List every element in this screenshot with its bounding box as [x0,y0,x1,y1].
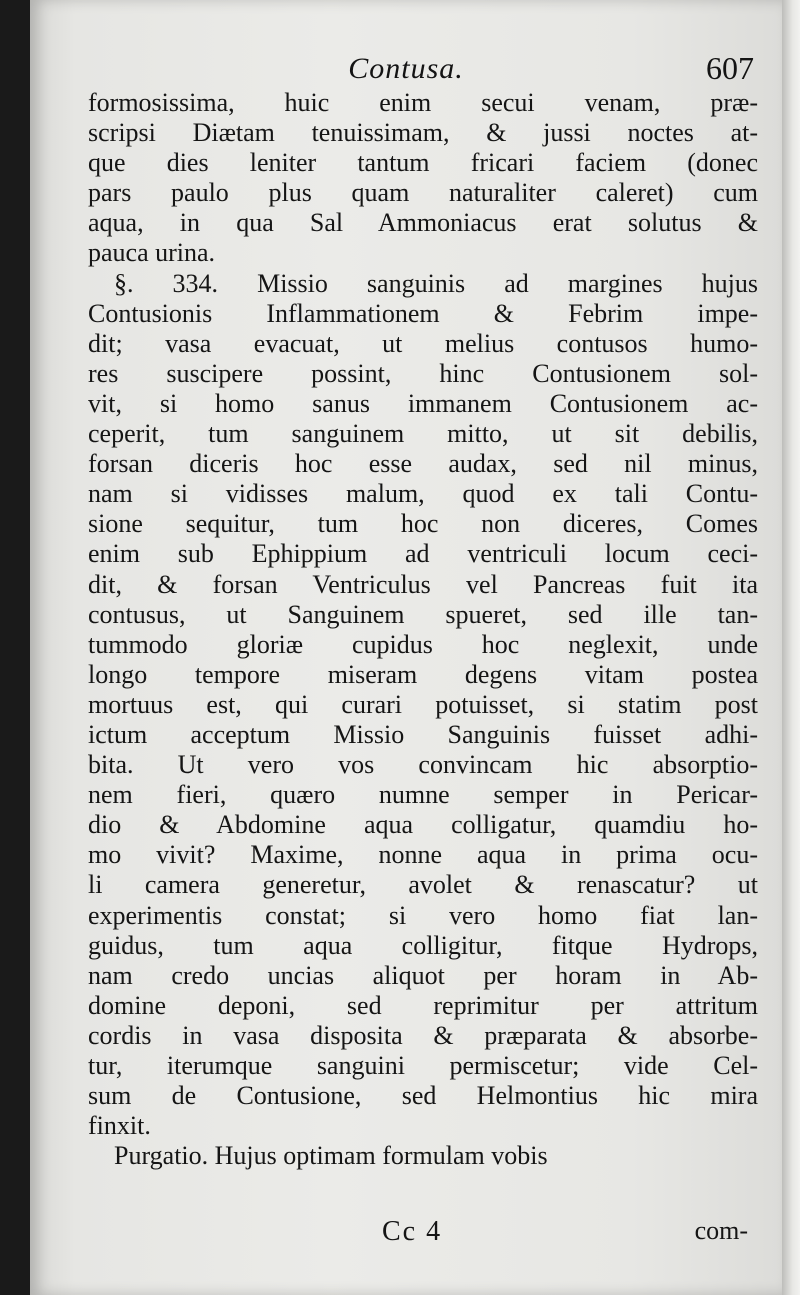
text-line: pars paulo plus quam naturaliter caleret) cum [88,178,758,208]
signature-mark: Cc 4 [382,1216,443,1247]
text-line: nam credo uncias aliquot per horam in Ab- [88,960,758,990]
text-line: que dies leniter tantum fricari faciem (donec [88,148,758,178]
text-line: sum de Contusione, sed Helmontius hic mira [88,1081,758,1111]
text-line: dit, & forsan Ventriculus vel Pancreas fuit ita [88,569,758,599]
text-line: res suscipere possint, hinc Contusionem sol- [88,358,758,388]
text-line: Purgatio. Hujus optimam formulam vobis [114,1141,548,1171]
text-line: enim sub Ephippium ad ventriculi locum ceci- [88,539,758,569]
text-line: nam si vidisses malum, quod ex tali Contu- [88,479,758,509]
text-line: forsan diceris hoc esse audax, sed nil minus, [88,449,758,479]
body-text [88,88,758,1171]
text-line: experimentis constat; si vero homo fiat lan- [88,900,758,930]
text-line: tur, iterumque sanguini permiscetur; vide Cel- [88,1051,758,1080]
text-line: mo vivit? Maxime, nonne aqua in prima ocu- [88,840,758,870]
text-line: aqua, in qua Sal Ammoniacus erat solutus & [88,208,758,238]
text-line: dit; vasa evacuat, ut melius contusos humo- [88,328,758,358]
text-line: tummodo gloriæ cupidus hoc neglexit, unde [88,629,758,659]
text-line: bita. Ut vero vos convincam hic absorptio- [88,750,758,780]
text-line: mortuus est, qui curari potuisset, si statim post [88,689,758,719]
catchword: com- [694,1216,748,1245]
text-line: §. 334. Missio sanguinis ad margines hujus [114,268,758,298]
text-line: Contusionis Inflammationem & Febrim impe- [88,298,758,328]
text-line: dio & Abdomine aqua colligatur, quamdiu ho- [88,810,758,840]
text-line: vit, si homo sanus immanem Contusionem ac- [88,388,758,418]
text-line: cordis in vasa disposita & præparata & absorbe- [88,1020,758,1050]
text-line: guidus, tum aqua colligitur, fitque Hydrops, [88,930,758,960]
text-line: domine deponi, sed reprimitur per attritum [88,990,758,1020]
page-edge [782,0,800,1295]
text-line: finxit. [88,1111,151,1141]
text-line: sione sequitur, tum hoc non diceres, Comes [88,509,758,539]
text-line: contusus, ut Sanguinem spueret, sed ille tan- [88,599,758,629]
text-line: scripsi Diætam tenuissimam, & jussi noctes at- [88,118,758,148]
page-number: 607 [706,50,754,86]
text-line: ictum acceptum Missio Sanguinis fuisset adhi- [88,719,758,749]
text-line: pauca urina. [88,238,216,268]
text-line: ceperit, tum sanguinem mitto, ut sit debilis, [88,419,758,449]
text-line: nem fieri, quæro numne semper in Pericar- [88,780,758,810]
running-title: Contusa. [348,52,464,85]
text-line: li camera generetur, avolet & renascatur? ut [88,870,758,900]
text-line: formosissima, huic enim secui venam, præ- [88,88,758,117]
page-footer [30,1216,782,1256]
text-line: longo tempore miseram degens vitam postea [88,659,758,689]
